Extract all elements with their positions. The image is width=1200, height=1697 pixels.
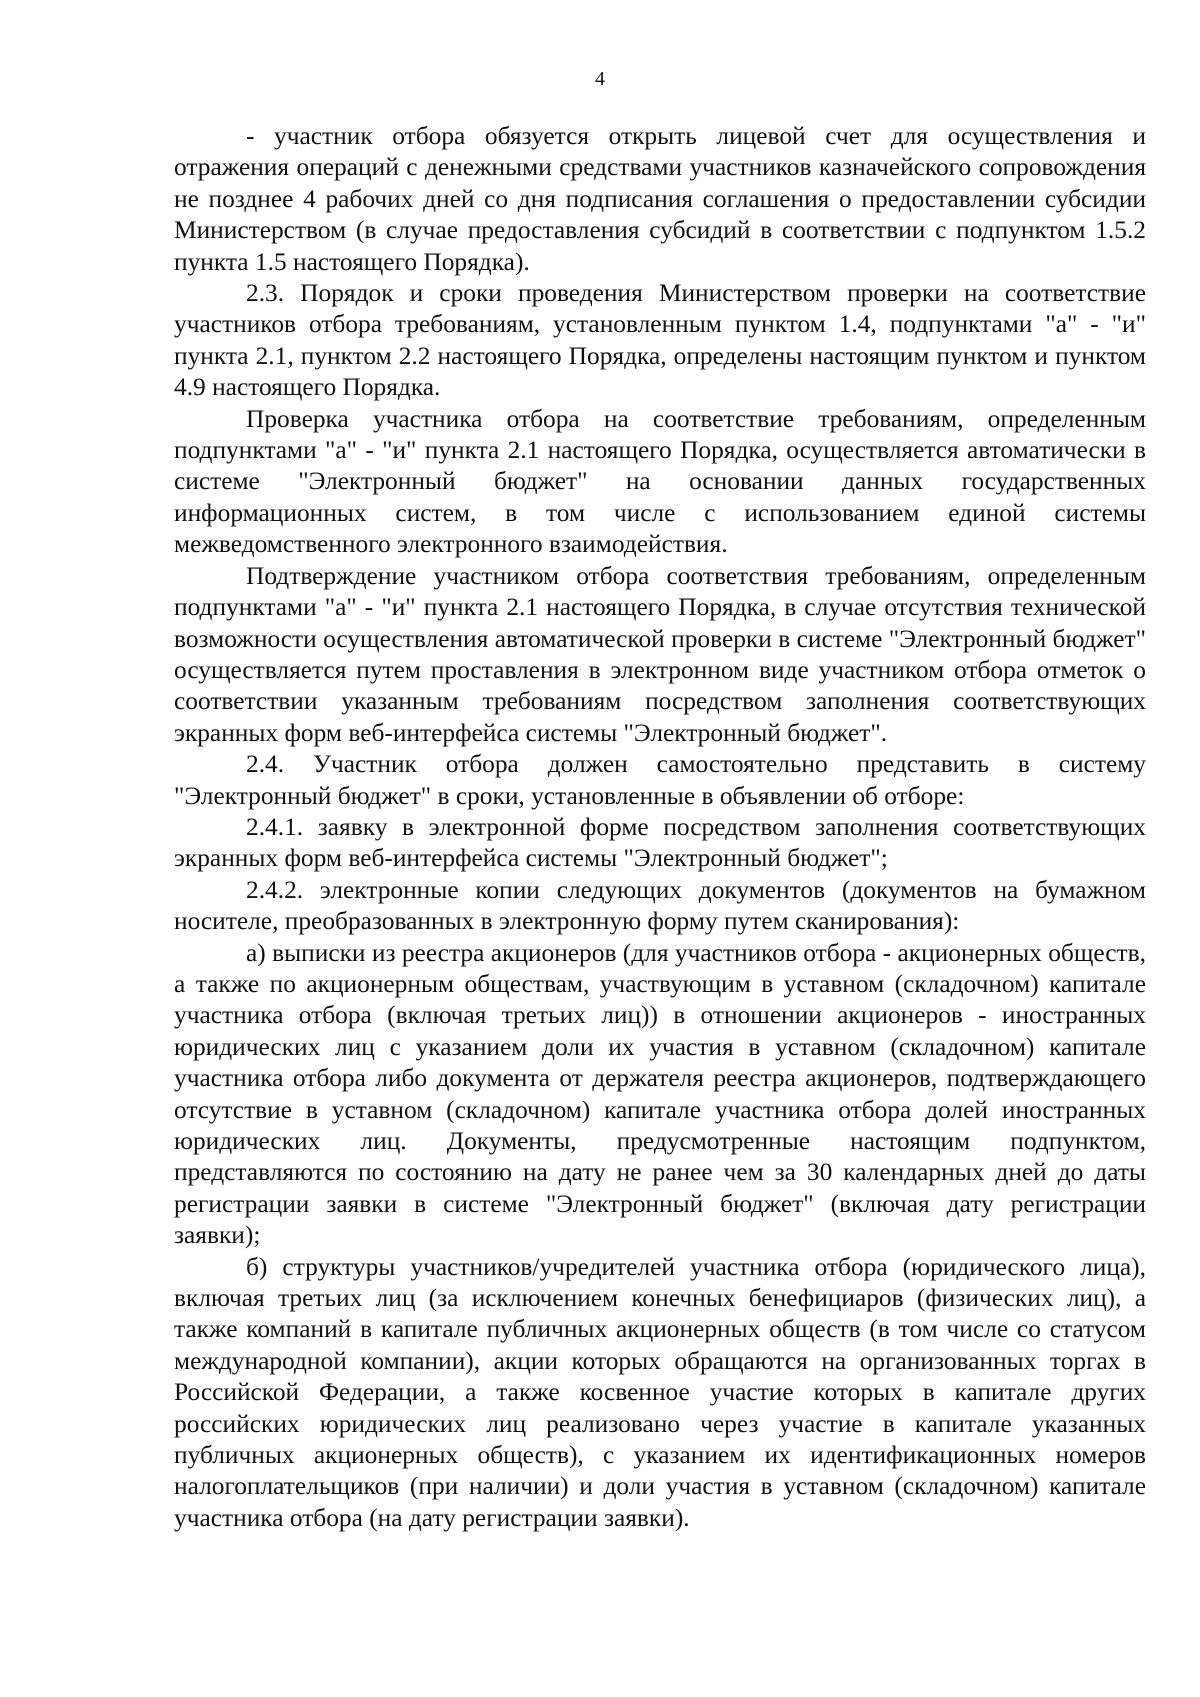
paragraph-b-founders-structure: б) структуры участников/учредителей участника отбора (юридического лица), включая третьих лиц (за исключением конечных бенефициаров (физических лиц), а также компаний в капитале публичных акционерных обществ (в том числе со статусом международной компании), акции которых обращаются на организованных торгах в Российской Федерации, а также косвенное участие которых в капитале других российских юридических лиц реализовано через участие в капитале указанных публичных акционерных обществ), с указанием их идентификационных номеров налогоплательщиков (при наличии) и доли участия в уставном (складочном) капитале участника отбора (на дату регистрации заявки). bbox=[174, 1252, 1146, 1532]
paragraph-2-4-submission: 2.4. Участник отбора должен самостоятельно представить в систему "Электронный бюджет" в сроки, установленные в объявлении об отборе: bbox=[174, 750, 1146, 810]
page-number: 4 bbox=[595, 68, 605, 90]
paragraph-a-shareholder-register: а) выписки из реестра акционеров (для участников отбора - акционерных обществ, а также по акционерным обществам, участвующим в уставном (складочном) капитале участника отбора (включая третьих лиц)) в отношении акционеров - иностранных юридических лиц с указанием доли их участия в уставном (складочном) капитале участника отбора либо документа от держателя реестра акционеров, подтверждающего отсутствие в уставном (складочном) капитале участника отбора долей иностранных юридических лиц. Документы, предусмотренные настоящим подпунктом, представляются по состоянию на дату не ранее чем за 30 календарных дней до даты регистрации заявки в системе "Электронный бюджет" (включая дату регистрации заявки); bbox=[174, 938, 1146, 1250]
paragraph-2-4-1-application: 2.4.1. заявку в электронной форме посредством заполнения соответствующих экранных форм веб-интерфейса системы "Электронный бюджет"; bbox=[174, 812, 1146, 873]
paragraph-2-4-2-electronic-copies: 2.4.2. электронные копии следующих документов (документов на бумажном носителе, преобразованных в электронную форму путем сканирования): bbox=[174, 875, 1146, 936]
paragraph-automatic-verification: Проверка участника отбора на соответствие требованиям, определенным подпунктами "а" - "и" пункта 2.1 настоящего Порядка, осуществляется автоматически в системе "Электронный бюджет" на основании данных государственных информационных систем, в том числе с использованием единой системы межведомственного электронного взаимодействия. bbox=[174, 404, 1146, 559]
paragraph-account-obligation: - участник отбора обязуется открыть лицевой счет для осуществления и отражения операций с денежными средствами участников казначейского сопровождения не позднее 4 рабочих дней со дня подписания соглашения о предоставлении субсидии Министерством (в случае предоставления субсидий в соответствии с подпунктом 1.5.2 пункта 1.5 настоящего Порядка). bbox=[174, 122, 1146, 276]
document-body bbox=[174, 121, 1146, 1534]
paragraph-confirmation-by-participant: Подтверждение участником отбора соответствия требованиям, определенным подпунктами "а" - "и" пункта 2.1 настоящего Порядка, в случае отсутствия технической возможности осуществления автоматической проверки в системе "Электронный бюджет" осуществляется путем проставления в электронном виде участником отбора отметок о соответствии указанным требованиям посредством заполнения соответствующих экранных форм веб-интерфейса системы "Электронный бюджет". bbox=[174, 561, 1146, 747]
paragraph-2-3-verification-procedure: 2.3. Порядок и сроки проведения Министерством проверки на соответствие участников отбора требованиям, установленным пунктом 1.4, подпунктами "а" - "и" пункта 2.1, пунктом 2.2 настоящего Порядка, определены настоящим пунктом и пунктом 4.9 настоящего Порядка. bbox=[174, 279, 1146, 402]
